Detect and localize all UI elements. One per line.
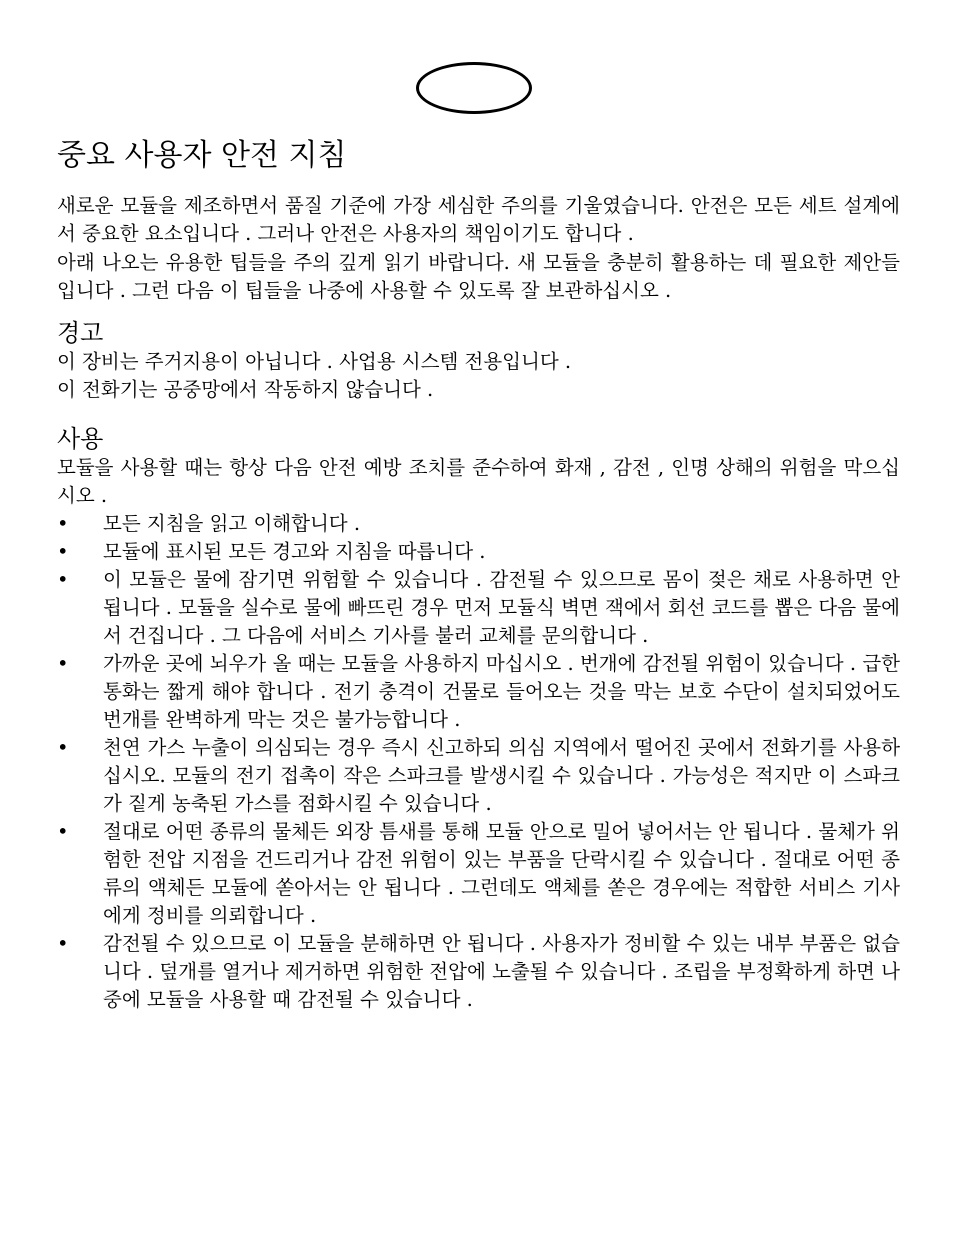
bullet-icon: • xyxy=(57,540,69,563)
usage-heading: 사용 xyxy=(57,425,104,453)
usage-section xyxy=(57,424,900,1014)
list-item-text: 절대로 어떤 종류의 물체든 외장 틈새를 통해 모듈 안으로 밀어 넣어서는 안 됩니다 . 물체가 위험한 전압 지점을 건드리거나 감전 위험이 있는 부품을 단락시킬 수 있습니다 . 절대로 어떤 종류의 액체든 모듈에 쏟아서는 안 됩니다 . 그런데도 액체를 쏟은 경우에는 적합한 서비스 기사에게 정비를 의뢰합니다 . xyxy=(103,820,900,927)
usage-list xyxy=(57,510,900,1014)
list-item-text: 이 모듈은 물에 잠기면 위험할 수 있습니다 . 감전될 수 있으므로 몸이 젖은 채로 사용하면 안 됩니다 . 모듈을 실수로 물에 빠뜨린 경우 먼저 모듈식 벽면 잭에서 회선 코드를 뽑은 다음 물에서 건집니다 . 그 다음에 서비스 기사를 불러 교체를 문의합니다 . xyxy=(103,568,900,647)
bullet-icon: • xyxy=(57,932,69,955)
bullet-icon: • xyxy=(57,652,69,675)
intro-paragraph: 아래 나오는 유용한 팁들을 주의 깊게 읽기 바랍니다. 새 모듈을 충분히 활용하는 데 필요한 제안들입니다 . 그런 다음 이 팁들을 나중에 사용할 수 있도록 잘 보관하십시오 . xyxy=(57,251,900,302)
list-item xyxy=(57,930,900,1014)
page-title: 중요 사용자 안전 지침 xyxy=(57,138,347,173)
bullet-icon: • xyxy=(57,820,69,843)
usage-intro: 모듈을 사용할 때는 항상 다음 안전 예방 조치를 준수하여 화재 , 감전 , 인명 상해의 위험을 막으십시오 . xyxy=(57,456,900,507)
warning-line: 이 장비는 주거지용이 아닙니다 . 사업용 시스템 전용입니다 . xyxy=(57,350,572,373)
intro-paragraph: 새로운 모듈을 제조하면서 품질 기준에 가장 세심한 주의를 기울였습니다. 안전은 모든 세트 설계에서 중요한 요소입니다 . 그러나 안전은 사용자의 책임이기도 합니다 . xyxy=(57,194,900,245)
bullet-icon: • xyxy=(57,512,69,535)
warning-line: 이 전화기는 공중망에서 작동하지 않습니다 . xyxy=(57,378,434,401)
list-item-text: 천연 가스 누출이 의심되는 경우 즉시 신고하되 의심 지역에서 떨어진 곳에서 전화기를 사용하십시오. 모듈의 전기 접촉이 작은 스파크를 발생시킬 수 있습니다 . 가능성은 적지만 이 스파크가 짙게 농축된 가스를 점화시킬 수 있습니다 . xyxy=(103,736,900,815)
oval-mark xyxy=(416,62,532,114)
warning-heading: 경고 xyxy=(57,319,104,347)
list-item xyxy=(57,650,900,734)
list-item xyxy=(57,538,900,566)
bullet-icon: • xyxy=(57,736,69,759)
list-item-text: 모듈에 표시된 모든 경고와 지침을 따릅니다 . xyxy=(103,540,486,563)
warning-section xyxy=(57,318,900,404)
list-item-text: 감전될 수 있으므로 이 모듈을 분해하면 안 됩니다 . 사용자가 정비할 수 있는 내부 부품은 없습니다 . 덮개를 열거나 제거하면 위험한 전압에 노출될 수 있습니다 . 조립을 부정확하게 하면 나중에 모듈을 사용할 때 감전될 수 있습니다 . xyxy=(103,932,900,1011)
intro-section xyxy=(57,192,900,305)
list-item xyxy=(57,818,900,930)
list-item-text: 모든 지침을 읽고 이해합니다 . xyxy=(103,512,361,535)
list-item xyxy=(57,734,900,818)
bullet-icon: • xyxy=(57,568,69,591)
list-item xyxy=(57,510,900,538)
list-item xyxy=(57,566,900,650)
list-item-text: 가까운 곳에 뇌우가 올 때는 모듈을 사용하지 마십시오 . 번개에 감전될 위험이 있습니다 . 급한 통화는 짧게 해야 합니다 . 전기 충격이 건물로 들어오는 것을 막는 보호 수단이 설치되었어도 번개를 완벽하게 막는 것은 불가능합니다 . xyxy=(103,652,900,731)
